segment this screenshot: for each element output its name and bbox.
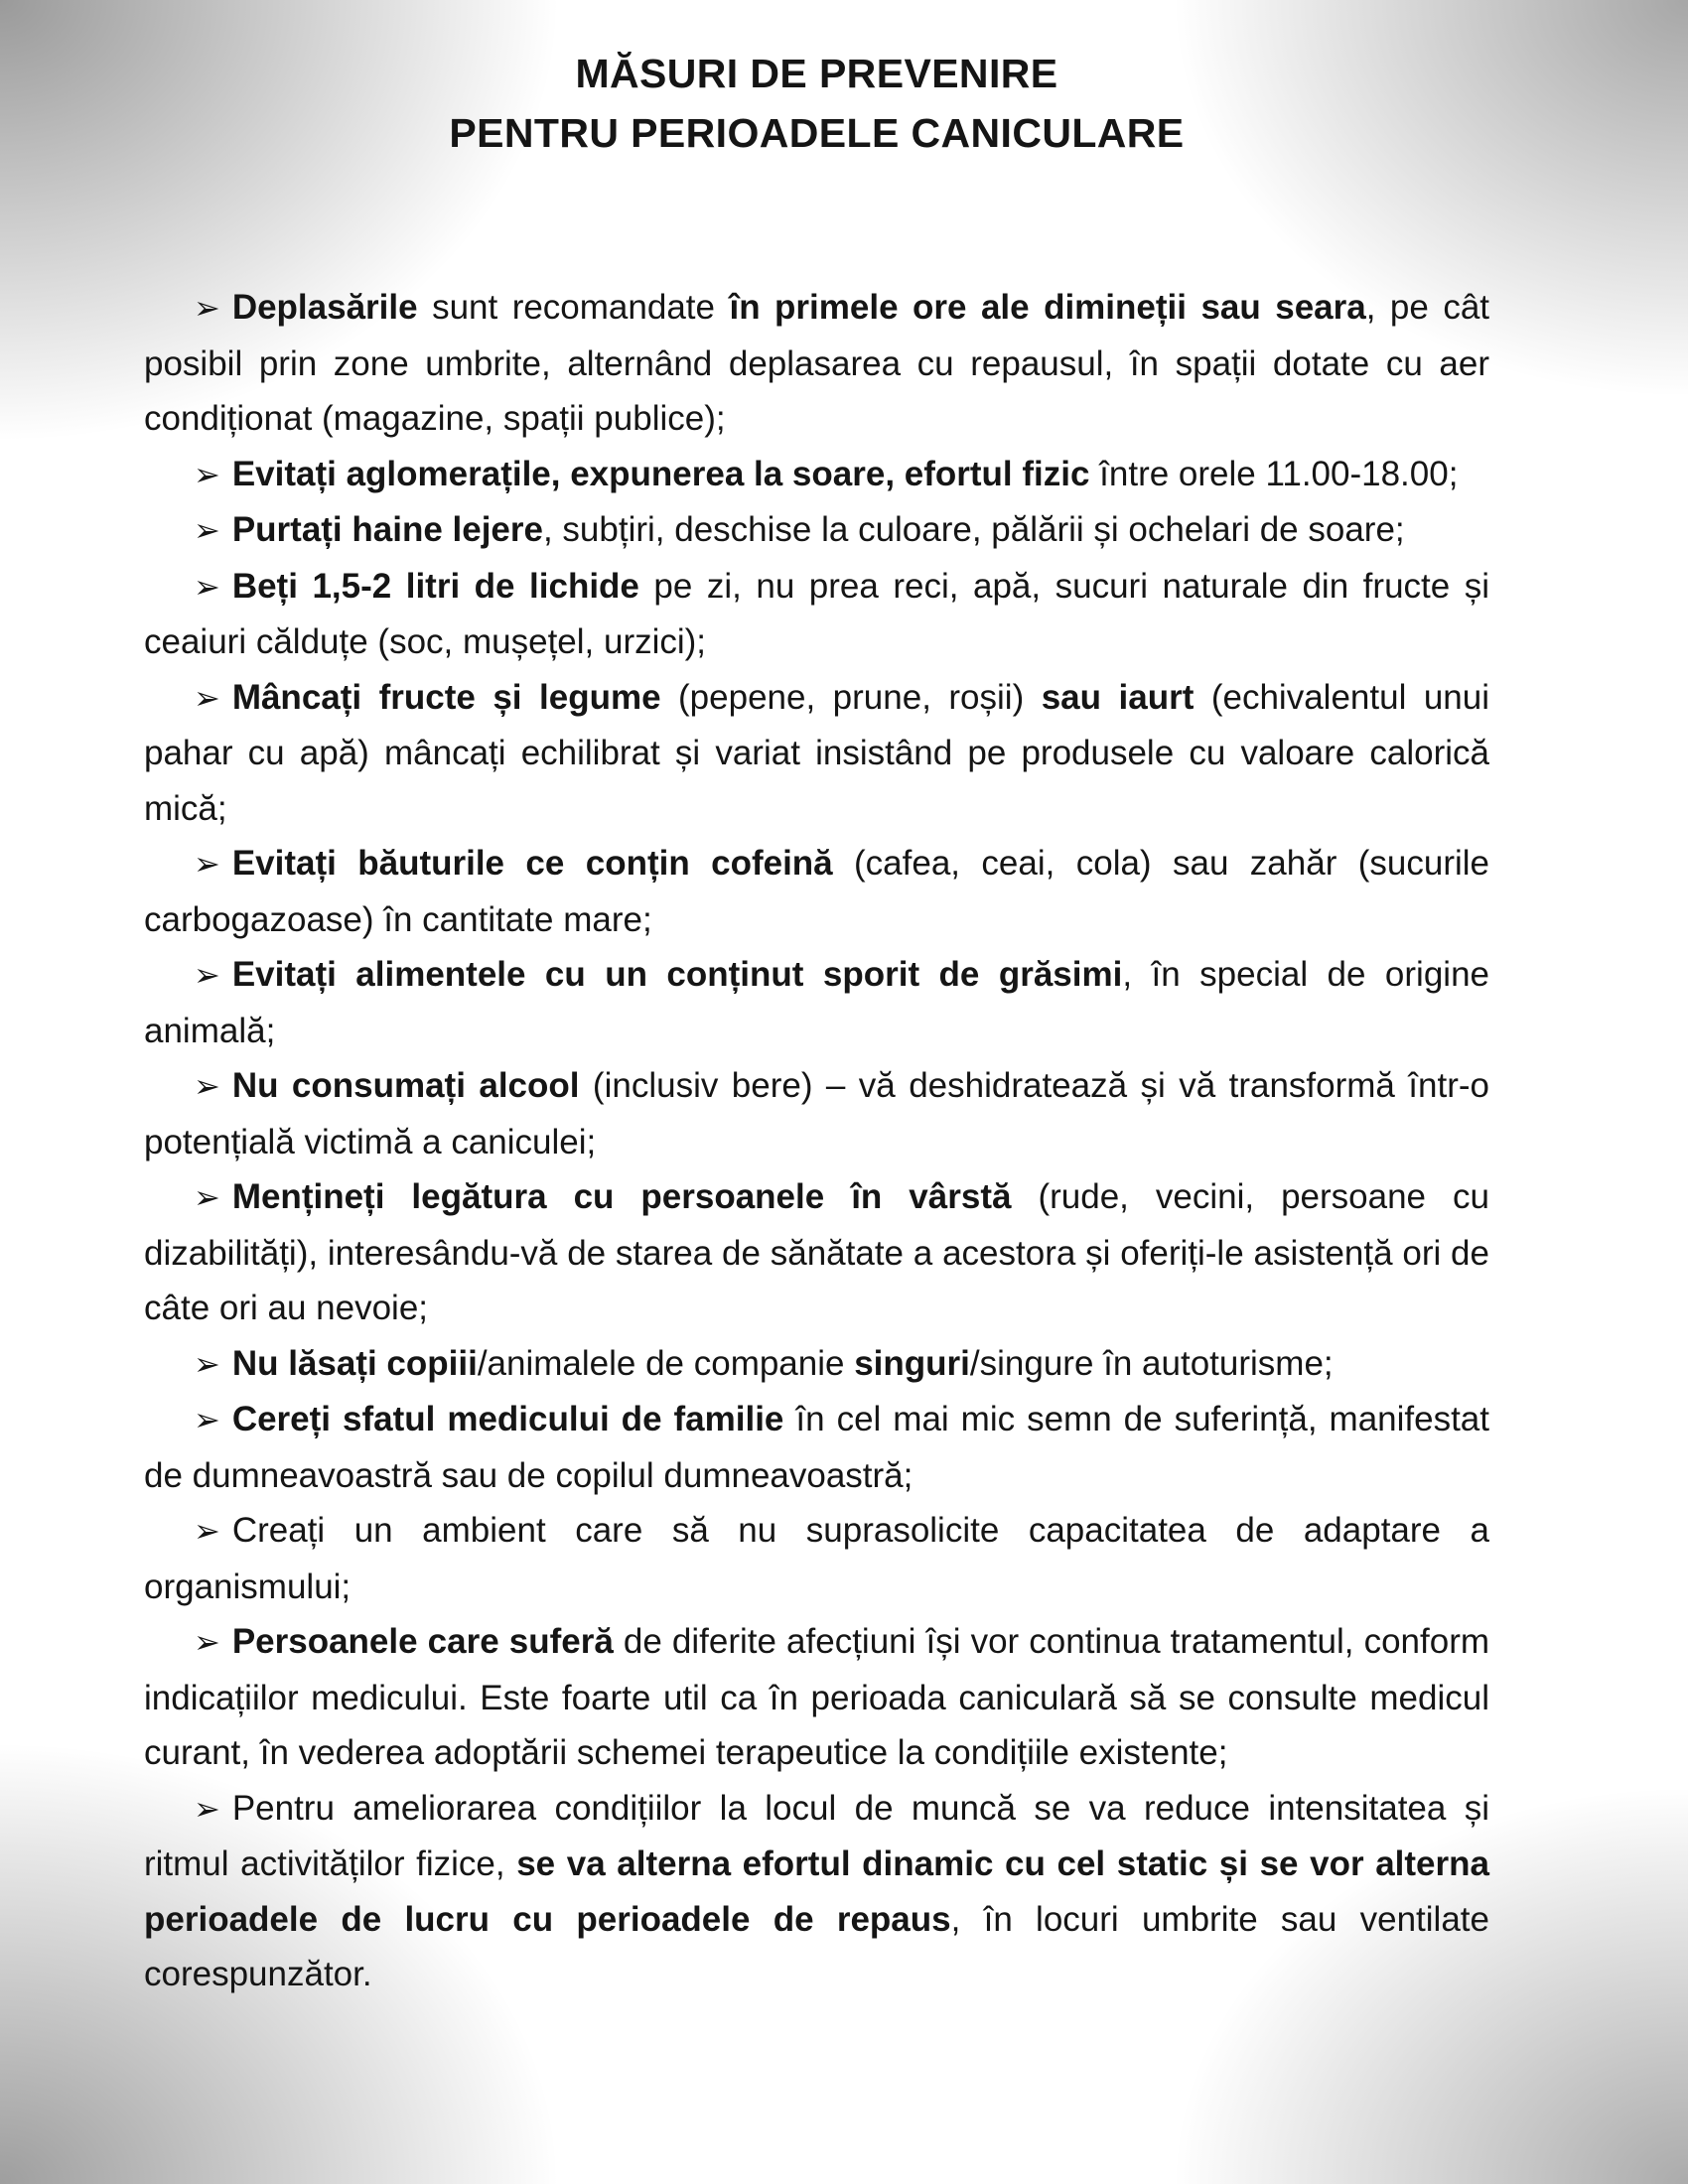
bullet-arrow-icon: ➢ xyxy=(194,567,220,606)
bullet-item xyxy=(144,1503,1489,1614)
bullet-arrow-icon: ➢ xyxy=(194,1067,220,1105)
text-segment: Cereți sfatul medicului de familie xyxy=(231,1400,784,1438)
bullet-item xyxy=(144,280,1489,447)
bullet-item xyxy=(144,1392,1489,1503)
bullet-list xyxy=(144,280,1489,2002)
text-segment: singuri xyxy=(854,1343,970,1383)
text-segment: (rude, vecini, persoane cu dizabilități), interesându-vă de starea de sănătate a acestora și oferiți-le asistență ori de câte ori au nevoie; xyxy=(144,1177,1489,1327)
text-segment: Creați un ambient care să nu suprasolicite capacitatea de adaptare a organismului; xyxy=(144,1511,1489,1606)
bullet-item xyxy=(144,559,1489,670)
text-segment: Pentru ameliorarea condițiilor la locul de muncă se va reduce intensitatea și ritmul activităților fizice, xyxy=(144,1788,1489,1883)
bullet-item xyxy=(144,1058,1489,1169)
text-segment: /singure în autoturisme; xyxy=(969,1343,1334,1383)
bullet-arrow-icon: ➢ xyxy=(194,1789,220,1828)
bullet-item xyxy=(144,947,1489,1058)
text-segment: (pepene, prune, roșii) xyxy=(660,677,1042,717)
text-segment: sau iaurt xyxy=(1041,677,1195,717)
text-segment: Purtați haine lejere xyxy=(231,510,543,549)
title-line-1: MĂSURI DE PREVENIRE xyxy=(575,51,1058,96)
text-segment: , în locuri umbrite sau ventilate corespunzător. xyxy=(144,1899,1489,1993)
text-segment: sunt recomandate xyxy=(417,288,730,327)
text-segment: Evitați alimentele cu un conținut sporit de grăsimi xyxy=(231,955,1123,994)
bullet-item xyxy=(144,1614,1489,1781)
text-segment: Persoanele care suferă xyxy=(231,1622,614,1661)
text-segment: între orele 11.00-18.00; xyxy=(1089,454,1459,493)
bullet-arrow-icon: ➢ xyxy=(194,1401,220,1438)
text-segment: Deplasările xyxy=(231,288,418,327)
text-segment: , subțiri, deschise la culoare, pălării și ochelari de soare; xyxy=(542,510,1405,549)
title-line-2: PENTRU PERIOADELE CANICULARE xyxy=(449,110,1185,156)
text-segment: Mențineți legătura cu persoanele în vârstă xyxy=(231,1177,1012,1216)
text-segment: de diferite afecțiuni își vor continua tratamentul, conform indicațiilor medicului. Este foarte util ca în perioada caniculară să se consulte medicul curant, în vederea adoptării schemei terapeutice la condițiile existente; xyxy=(144,1622,1490,1772)
bullet-item xyxy=(144,1781,1489,2002)
bullet-item xyxy=(144,836,1489,947)
text-segment: , pe cât posibil prin zone umbrite, alternând deplasarea cu repausul, în spații dotate cu aer condiționat (magazine, spații publice); xyxy=(144,288,1490,438)
text-segment: în cel mai mic semn de suferință, manifestat de dumneavoastră sau de copilul dumneavoastră; xyxy=(144,1400,1489,1495)
bullet-arrow-icon: ➢ xyxy=(194,845,220,883)
text-segment: (inclusiv bere) – vă deshidratează și vă transformă într-o potențială victimă a caniculei; xyxy=(144,1066,1489,1161)
bullet-item xyxy=(144,1169,1489,1336)
text-segment: (cafea, ceai, cola) sau zahăr (sucurile carbogazoase) în cantitate mare; xyxy=(144,844,1489,939)
bullet-arrow-icon: ➢ xyxy=(194,678,220,717)
bullet-arrow-icon: ➢ xyxy=(194,1623,220,1661)
bullet-item xyxy=(144,670,1489,837)
document-title xyxy=(144,44,1489,163)
text-segment: (echivalentul unui pahar cu apă) mâncați echilibrat și variat insistând pe produsele cu valoare calorică mică; xyxy=(144,677,1489,828)
text-segment: , în special de origine animală; xyxy=(144,955,1490,1050)
bullet-item xyxy=(144,447,1489,503)
bullet-arrow-icon: ➢ xyxy=(194,1512,220,1550)
bullet-arrow-icon: ➢ xyxy=(194,1344,220,1383)
text-segment: Mâncați fructe și legume xyxy=(231,677,661,717)
text-segment: /animalele de companie xyxy=(477,1343,855,1383)
text-segment: Evitați băuturile ce conțin cofeină xyxy=(231,844,833,883)
text-segment: Nu consumați alcool xyxy=(231,1066,580,1105)
text-segment: Beți 1,5-2 litri de lichide xyxy=(231,566,639,606)
text-segment: se va alterna efortul dinamic cu cel static și se vor alterna perioadele de lucru cu perioadele de repaus xyxy=(144,1844,1489,1939)
text-segment: în primele ore ale dimineții sau seara xyxy=(729,288,1366,327)
bullet-arrow-icon: ➢ xyxy=(194,511,220,549)
text-segment: Evitați aglomerațile, expunerea la soare, efortul fizic xyxy=(231,454,1090,493)
text-segment: Nu lăsați copiii xyxy=(231,1343,478,1383)
bullet-arrow-icon: ➢ xyxy=(194,455,220,493)
bullet-item xyxy=(144,502,1489,559)
bullet-item xyxy=(144,1336,1489,1393)
text-segment: pe zi, nu prea reci, apă, sucuri naturale din fructe și ceaiuri călduțe (soc, mușețel, urzici); xyxy=(144,566,1490,661)
bullet-arrow-icon: ➢ xyxy=(194,289,220,327)
document-content xyxy=(144,44,1489,2002)
bullet-arrow-icon: ➢ xyxy=(194,956,220,994)
bullet-arrow-icon: ➢ xyxy=(194,1178,220,1216)
